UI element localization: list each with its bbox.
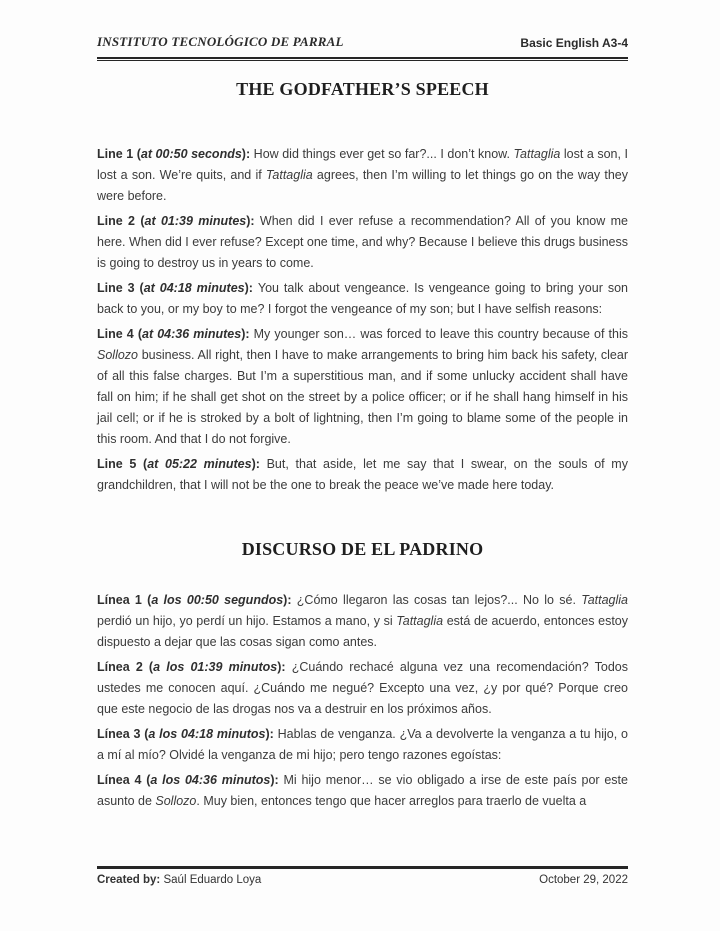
paragraph xyxy=(97,454,628,496)
text-run: Tattaglia xyxy=(265,168,313,182)
text-run: . Muy bien, entonces tengo que hacer arreglos para traerlo de vuelta a xyxy=(196,794,587,808)
paragraph xyxy=(97,657,628,720)
text-run: Line 2 ( xyxy=(97,214,145,228)
text-run: When did I ever refuse a recommendation? All of you know me here. When did I ever refuse? Except one time, and why? Because I believe this drugs business is going to destroy us in years to come. xyxy=(97,214,628,270)
text-run: Line 4 ( xyxy=(97,327,142,341)
english-paragraphs xyxy=(97,144,628,496)
created-by-label: Created by: xyxy=(97,874,161,886)
text-run: Line 3 ( xyxy=(97,281,144,295)
text-run: Línea 3 ( xyxy=(97,727,149,741)
paragraph xyxy=(97,324,628,450)
text-run: perdió un hijo, yo perdí un hijo. Estamos a mano, y si xyxy=(97,614,397,628)
spanish-section-title: DISCURSO DE EL PADRINO xyxy=(241,539,484,559)
text-run: at 01:39 minutes xyxy=(144,214,247,228)
text-run: at 04:36 minutes xyxy=(142,327,242,341)
text-run: Tattaglia xyxy=(581,593,628,607)
text-run: Line 1 ( xyxy=(97,147,141,161)
text-run: ): xyxy=(251,457,267,471)
text-run: Línea 1 ( xyxy=(97,593,152,607)
page-footer xyxy=(97,866,628,886)
text-run: ): xyxy=(270,773,284,787)
text-run: You talk about vengeance. Is vengeance going to bring your son back to you, or my boy to me? I forgot the vengeance of my son; but I have selfish reasons: xyxy=(97,281,628,316)
page-header xyxy=(97,34,628,50)
text-run: ): xyxy=(244,281,258,295)
text-run: Hablas de venganza. ¿Va a devolverte la venganza a tu hijo, o a mí al mío? Olvidé la venganza de mi hijo; pero tengo razones egoístas: xyxy=(97,727,628,762)
text-run: at 00:50 seconds xyxy=(140,147,242,161)
text-run: ): xyxy=(283,593,297,607)
text-run: ): xyxy=(246,214,260,228)
paragraph xyxy=(97,770,628,812)
text-run: How did things ever get so far?... I don’t know. xyxy=(253,147,514,161)
paragraph xyxy=(97,724,628,766)
header-rule xyxy=(97,57,628,61)
text-run: ): xyxy=(241,327,254,341)
text-run: ): xyxy=(265,727,278,741)
text-run: Tattaglia xyxy=(513,147,561,161)
author-name: Saúl Eduardo Loya xyxy=(160,874,262,886)
text-run: But, that aside, let me say that I swear, on the souls of my grandchildren, that I will not be the one to break the peace we’ve made here today. xyxy=(97,457,628,492)
text-run: ): xyxy=(277,660,292,674)
text-run: Tattaglia xyxy=(396,614,444,628)
spanish-paragraphs xyxy=(97,590,628,812)
text-run: Línea 4 ( xyxy=(97,773,151,787)
text-run: My younger son… was forced to leave this country because of this xyxy=(253,327,628,341)
document-date: October 29, 2022 xyxy=(539,874,628,886)
text-run: agrees, then I’m willing to let things go on the way they were before. xyxy=(97,168,629,203)
text-run: ¿Cómo llegaron las cosas tan lejos?... No lo sé. xyxy=(296,593,582,607)
text-run: ): xyxy=(241,147,254,161)
paragraph xyxy=(97,144,628,207)
text-run: a los 04:36 minutos xyxy=(150,773,271,787)
text-run: Line 5 ( xyxy=(97,457,148,471)
paragraph xyxy=(97,278,628,320)
text-run: business. All right, then I have to make arrangements to bring him back his safety, clear of all this false charges. But I’m a superstitious man, and if some unlucky accident shall have fall on him; if he shall get shot on the street by a police officer; or if he shall hang himself in his jail cell; or if he is stroked by a bolt of lightning, then I’m going to blame some of the people in this room. And that I do not forgive. xyxy=(97,348,628,446)
english-section-title: THE GODFATHER’S SPEECH xyxy=(236,79,489,99)
footer-rule xyxy=(97,866,628,869)
text-run: a los 00:50 segundos xyxy=(151,593,284,607)
text-run: at 05:22 minutes xyxy=(147,457,252,471)
text-run: ¿Cuándo rechacé alguna vez una recomendación? Todos ustedes me conocen aquí. ¿Cuándo me negué? Excepto una vez, ¿y por qué? Porque creo que este negocio de las drogas nos va a destruir en los próximos años. xyxy=(97,660,628,716)
text-run: a los 04:18 minutos xyxy=(148,727,266,741)
footer-row xyxy=(97,874,628,886)
text-run: a los 01:39 minutos xyxy=(153,660,278,674)
course-label: Basic English A3-4 xyxy=(520,36,628,50)
text-run: Línea 2 ( xyxy=(97,660,154,674)
text-run: at 04:18 minutes xyxy=(143,281,245,295)
text-run: Sollozo xyxy=(97,348,138,362)
text-run: lost a son, I lost a son. We’re quits, and if xyxy=(97,147,628,182)
text-run: Sollozo xyxy=(155,794,197,808)
paragraph xyxy=(97,211,628,274)
text-run: está de acuerdo, entonces estoy dispuesto a dejar que las cosas sigan como antes. xyxy=(97,614,628,649)
created-by xyxy=(97,874,261,886)
paragraph xyxy=(97,590,628,653)
text-run: Mi hijo menor… se vio obligado a irse de este país por este asunto de xyxy=(97,773,628,808)
institution-name: INSTITUTO TECNOLÓGICO DE PARRAL xyxy=(97,34,344,49)
